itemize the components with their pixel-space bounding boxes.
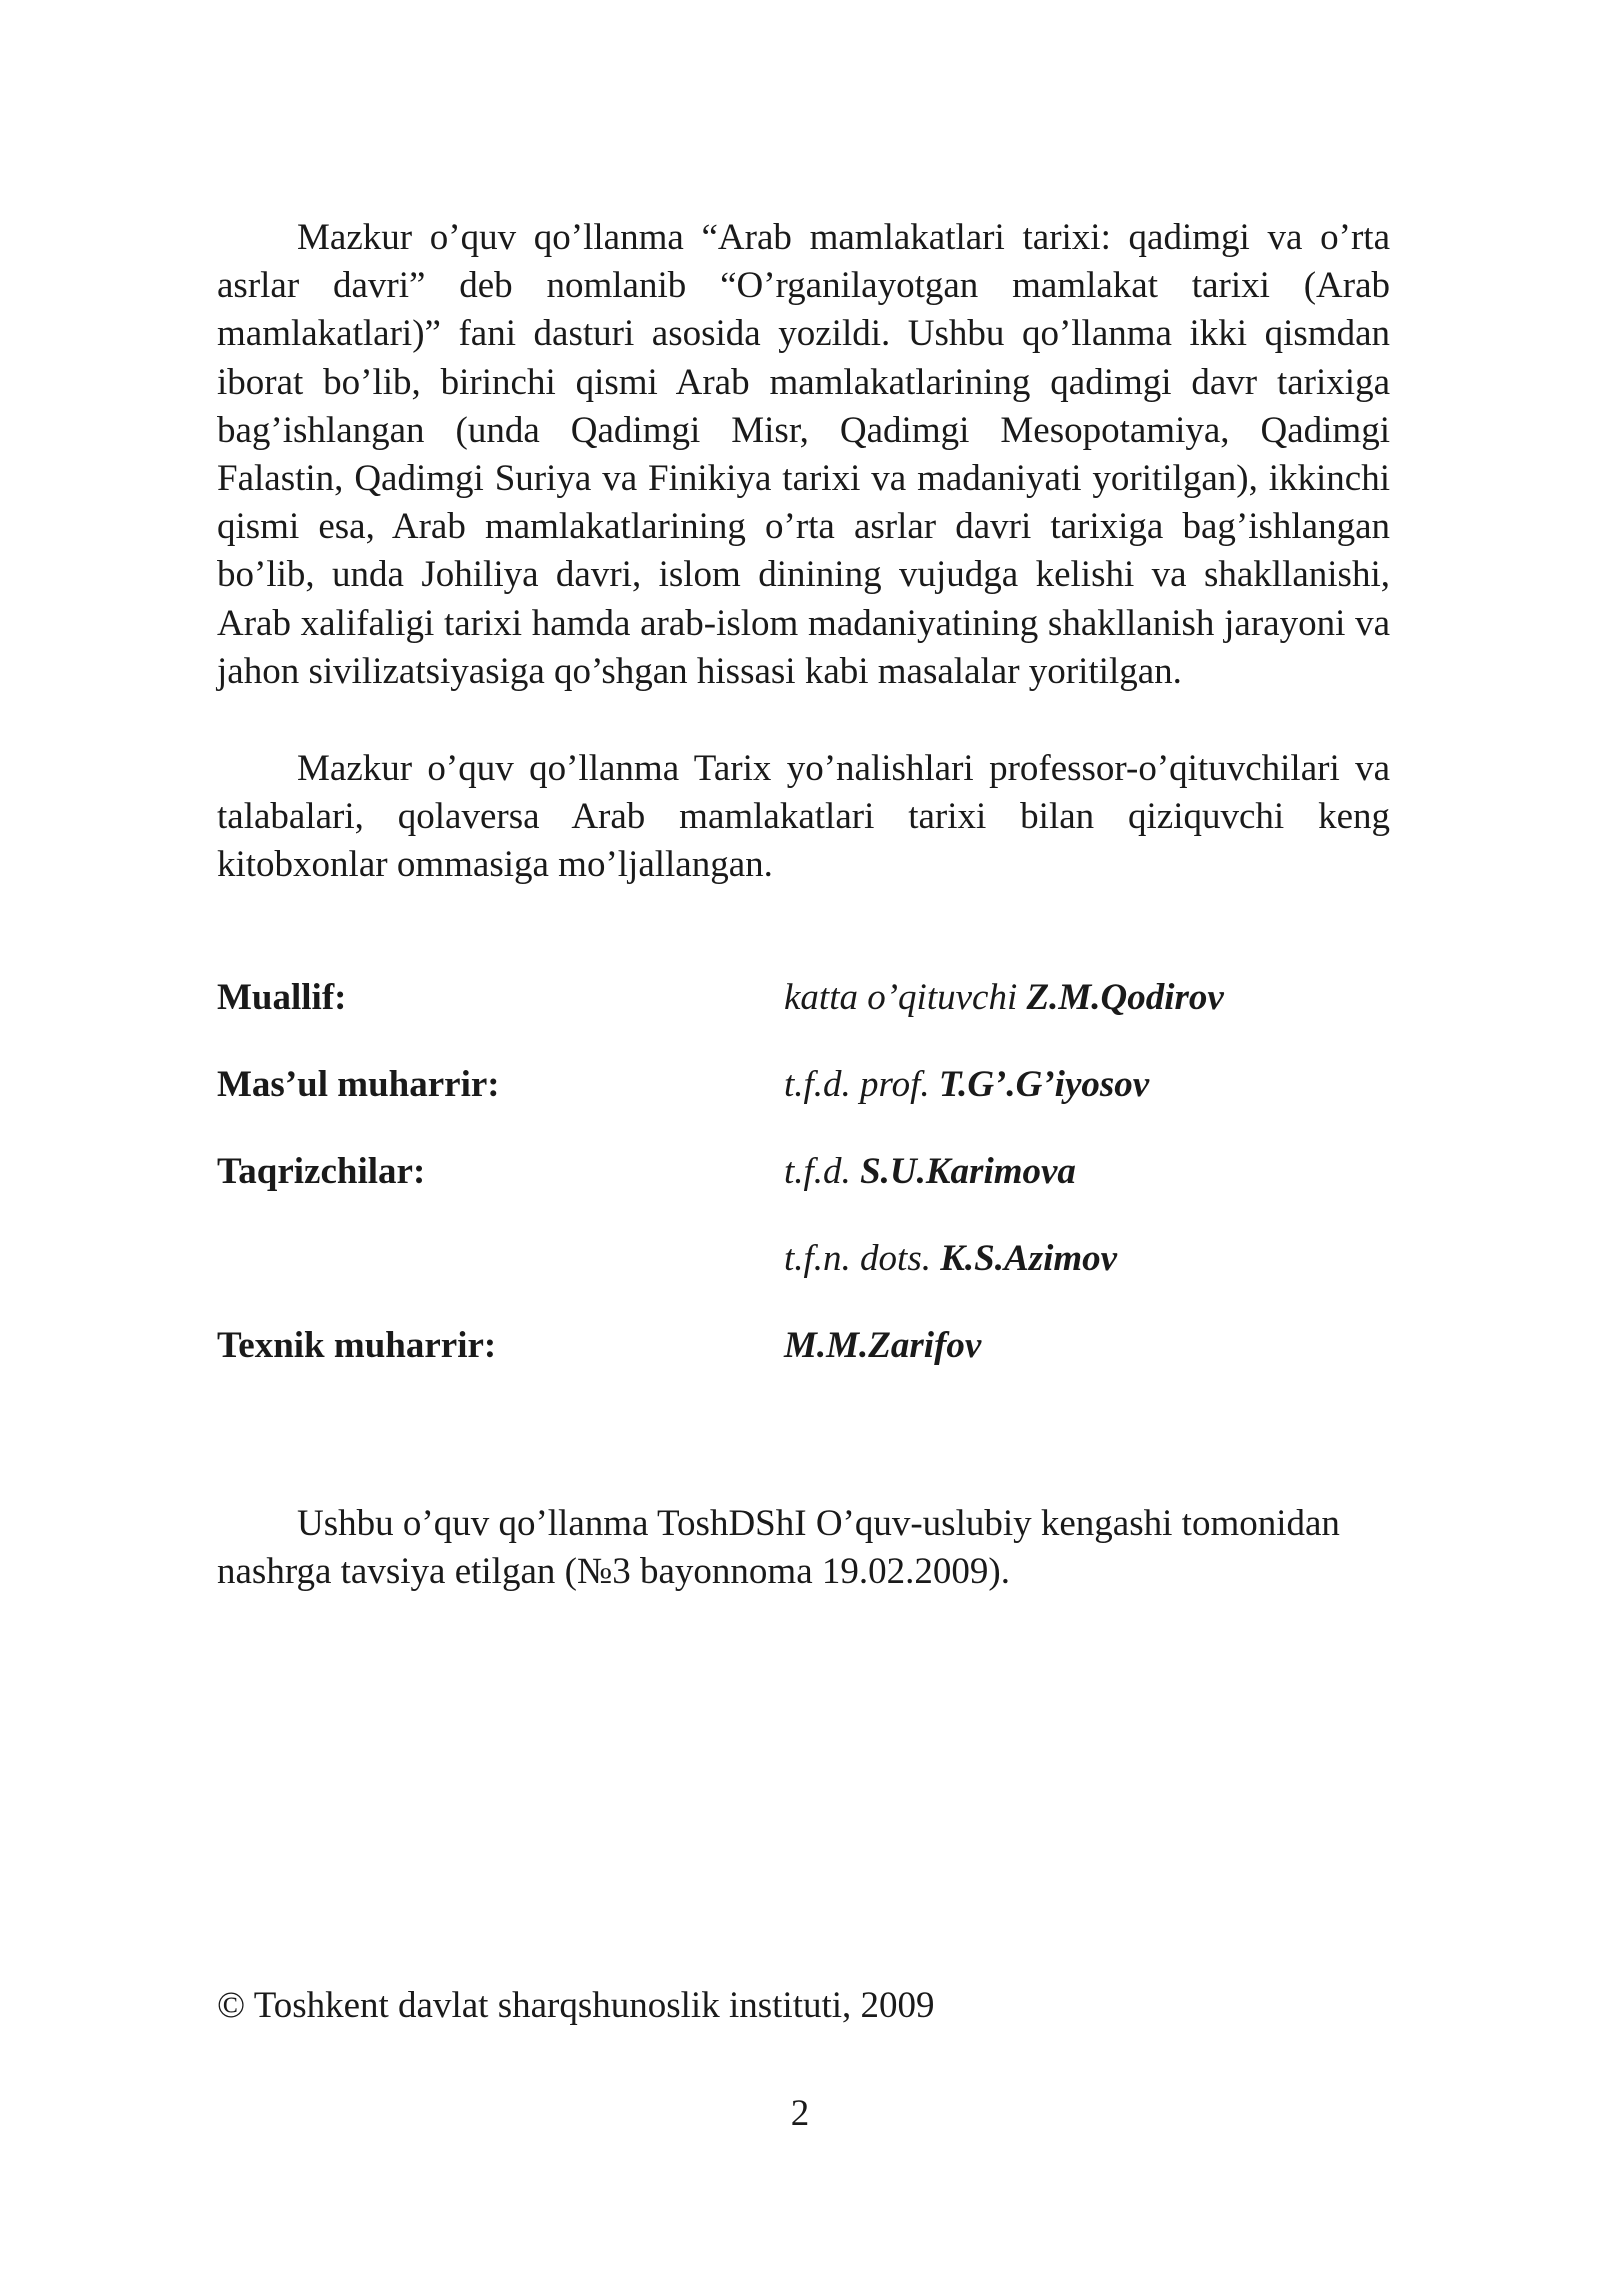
credit-title: katta o’qituvchi <box>784 977 1027 1018</box>
recommendation-note: Ushbu o’quv qo’llanma ToshDShI O’quv-uslubiy kengashi tomonidan nashrga tavsiya etilgan (№3 bayonnoma 19.02.2009). <box>217 1503 1340 1592</box>
credit-name: K.S.Azimov <box>940 1238 1118 1279</box>
credit-row-author <box>217 976 1390 1063</box>
intro-paragraph-block <box>217 214 1390 696</box>
credit-role: Taqrizchilar: <box>217 1151 426 1192</box>
page-number: 2 <box>790 2093 810 2134</box>
audience-paragraph: Mazkur o’quv qo’llanma Tarix yo’nalishlari professor-o’qituvchilari va talabalari, qolaversa Arab mamlakatlari tarixi bilan qiziquvchi keng kitobxonlar ommasiga mo’ljallangan. <box>217 748 1390 886</box>
credit-row-reviewer-1 <box>217 1150 1390 1237</box>
credit-row-tech-editor <box>217 1324 1390 1411</box>
credit-name: T.G’.G’iyosov <box>938 1064 1150 1105</box>
intro-paragraph: Mazkur o’quv qo’llanma “Arab mamlakatlari tarixi: qadimgi va o’rta asrlar davri” deb nomlanib “O’rganilayotgan mamlakat tarixi (Arab mamlakatlari)” fani dasturi asosida yozildi. Ushbu qo’llanma ikki qismdan iborat bo’lib, birinchi qismi Arab mamlakatlarining qadimgi davr tarixiga bag’ishlangan (unda Qadimgi Misr, Qadimgi Mesopotamiya, Qadimgi Falastin, Qadimgi Suriya va Finikiya tarixi va madaniyati yoritilgan), ikkinchi qismi esa, Arab mamlakatlarining o’rta asrlar davri tarixiga bag’ishlangan bo’lib, unda Johiliya davri, islom dinining vujudga kelishi va shakllanishi, Arab xalifaligi tarixi hamda arab-islom madaniyatining shakllanish jarayoni va jahon sivilizatsiyasiga qo’shgan hissasi kabi masalalar yoritilgan. <box>217 217 1390 692</box>
credit-name: Z.M.Qodirov <box>1026 977 1224 1018</box>
recommendation-note-block <box>217 1500 1390 1596</box>
credit-value <box>784 1324 981 1367</box>
credit-role: Mas’ul muharrir: <box>217 1064 500 1105</box>
credit-value <box>784 1237 1117 1280</box>
credit-row-reviewer-2 <box>217 1237 1390 1324</box>
credit-title: t.f.n. dots. <box>784 1238 941 1279</box>
credit-row-editor <box>217 1063 1390 1150</box>
credit-title: t.f.d. <box>784 1151 861 1192</box>
credit-name: M.M.Zarifov <box>784 1325 982 1366</box>
credit-name: S.U.Karimova <box>860 1151 1076 1192</box>
credit-title: t.f.d. prof. <box>784 1064 939 1105</box>
credits-list <box>217 976 1390 1411</box>
credit-role: Texnik muharrir: <box>217 1325 497 1366</box>
copyright-line: © Toshkent davlat sharqshunoslik instituti, 2009 <box>217 1985 935 2026</box>
credit-role: Muallif: <box>217 977 347 1018</box>
credit-value <box>784 1150 1076 1193</box>
credit-value <box>784 976 1224 1019</box>
credit-value <box>784 1063 1149 1106</box>
audience-paragraph-block <box>217 745 1390 890</box>
